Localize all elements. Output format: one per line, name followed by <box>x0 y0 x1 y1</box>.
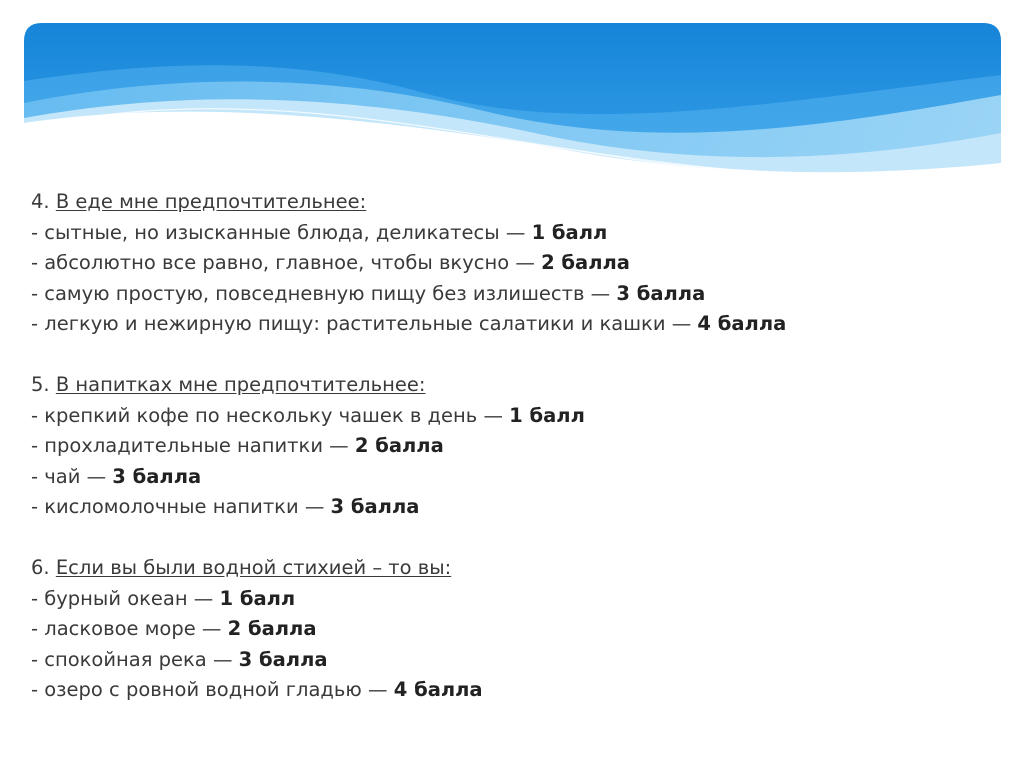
answer-score: 1 балл <box>509 403 585 427</box>
answer-text: - крепкий кофе по нескольку чашек в день — <box>31 403 503 427</box>
answer-option <box>31 675 991 706</box>
questionnaire-content <box>31 187 991 706</box>
question-number: 4. <box>31 190 50 213</box>
answer-option <box>31 248 991 279</box>
question-heading <box>31 187 991 218</box>
answer-option <box>31 645 991 676</box>
answer-score: 2 балла <box>541 251 630 274</box>
answer-option <box>31 584 991 615</box>
answer-score: 2 балла <box>354 434 444 457</box>
answer-text: - легкую и нежирную пищу: растительные салатики и кашки — <box>31 312 692 335</box>
answer-option <box>31 492 991 523</box>
question-number: 6. <box>31 556 50 579</box>
question-title: В еде мне предпочтительнее: <box>55 190 367 213</box>
answer-text: - чай — <box>31 464 107 488</box>
answer-option <box>31 218 991 249</box>
answer-text: - прохладительные напитки — <box>31 434 349 457</box>
answer-option <box>31 462 991 493</box>
answer-text: - абсолютно все равно, главное, чтобы вкусно — <box>31 251 535 274</box>
answer-score: 3 балла <box>616 281 706 305</box>
answer-score: 1 балл <box>531 220 608 244</box>
answer-text: - спокойная река — <box>31 647 233 671</box>
answer-option <box>31 431 991 462</box>
answer-score: 1 балл <box>219 586 296 610</box>
answer-score: 3 балла <box>238 647 328 671</box>
question-title: Если вы были водной стихией – то вы: <box>55 556 452 579</box>
answer-option <box>31 279 991 310</box>
answer-text: - ласковое море — <box>31 617 222 640</box>
answer-text: - кисломолочные напитки — <box>31 495 325 518</box>
answer-text: - самую простую, повседневную пищу без излишеств — <box>31 281 611 305</box>
answer-text: - бурный океан — <box>31 586 214 610</box>
answer-score: 2 балла <box>227 617 317 640</box>
question-section <box>31 187 991 340</box>
question-number: 5. <box>31 373 50 396</box>
header-wave-decoration <box>24 23 1001 193</box>
answer-option <box>31 614 991 645</box>
question-section <box>31 553 991 706</box>
answer-score: 3 балла <box>112 464 202 488</box>
question-heading <box>31 553 991 584</box>
answer-score: 4 балла <box>697 312 787 335</box>
question-heading <box>31 370 991 401</box>
answer-score: 3 балла <box>330 495 420 518</box>
answer-text: - сытные, но изысканные блюда, деликатесы — <box>31 220 526 244</box>
answer-score: 4 балла <box>393 678 483 701</box>
question-section <box>31 370 991 523</box>
answer-text: - озеро с ровной водной гладью — <box>31 678 388 701</box>
answer-option <box>31 401 991 432</box>
answer-option <box>31 309 991 340</box>
question-title: В напитках мне предпочтительнее: <box>55 373 426 396</box>
